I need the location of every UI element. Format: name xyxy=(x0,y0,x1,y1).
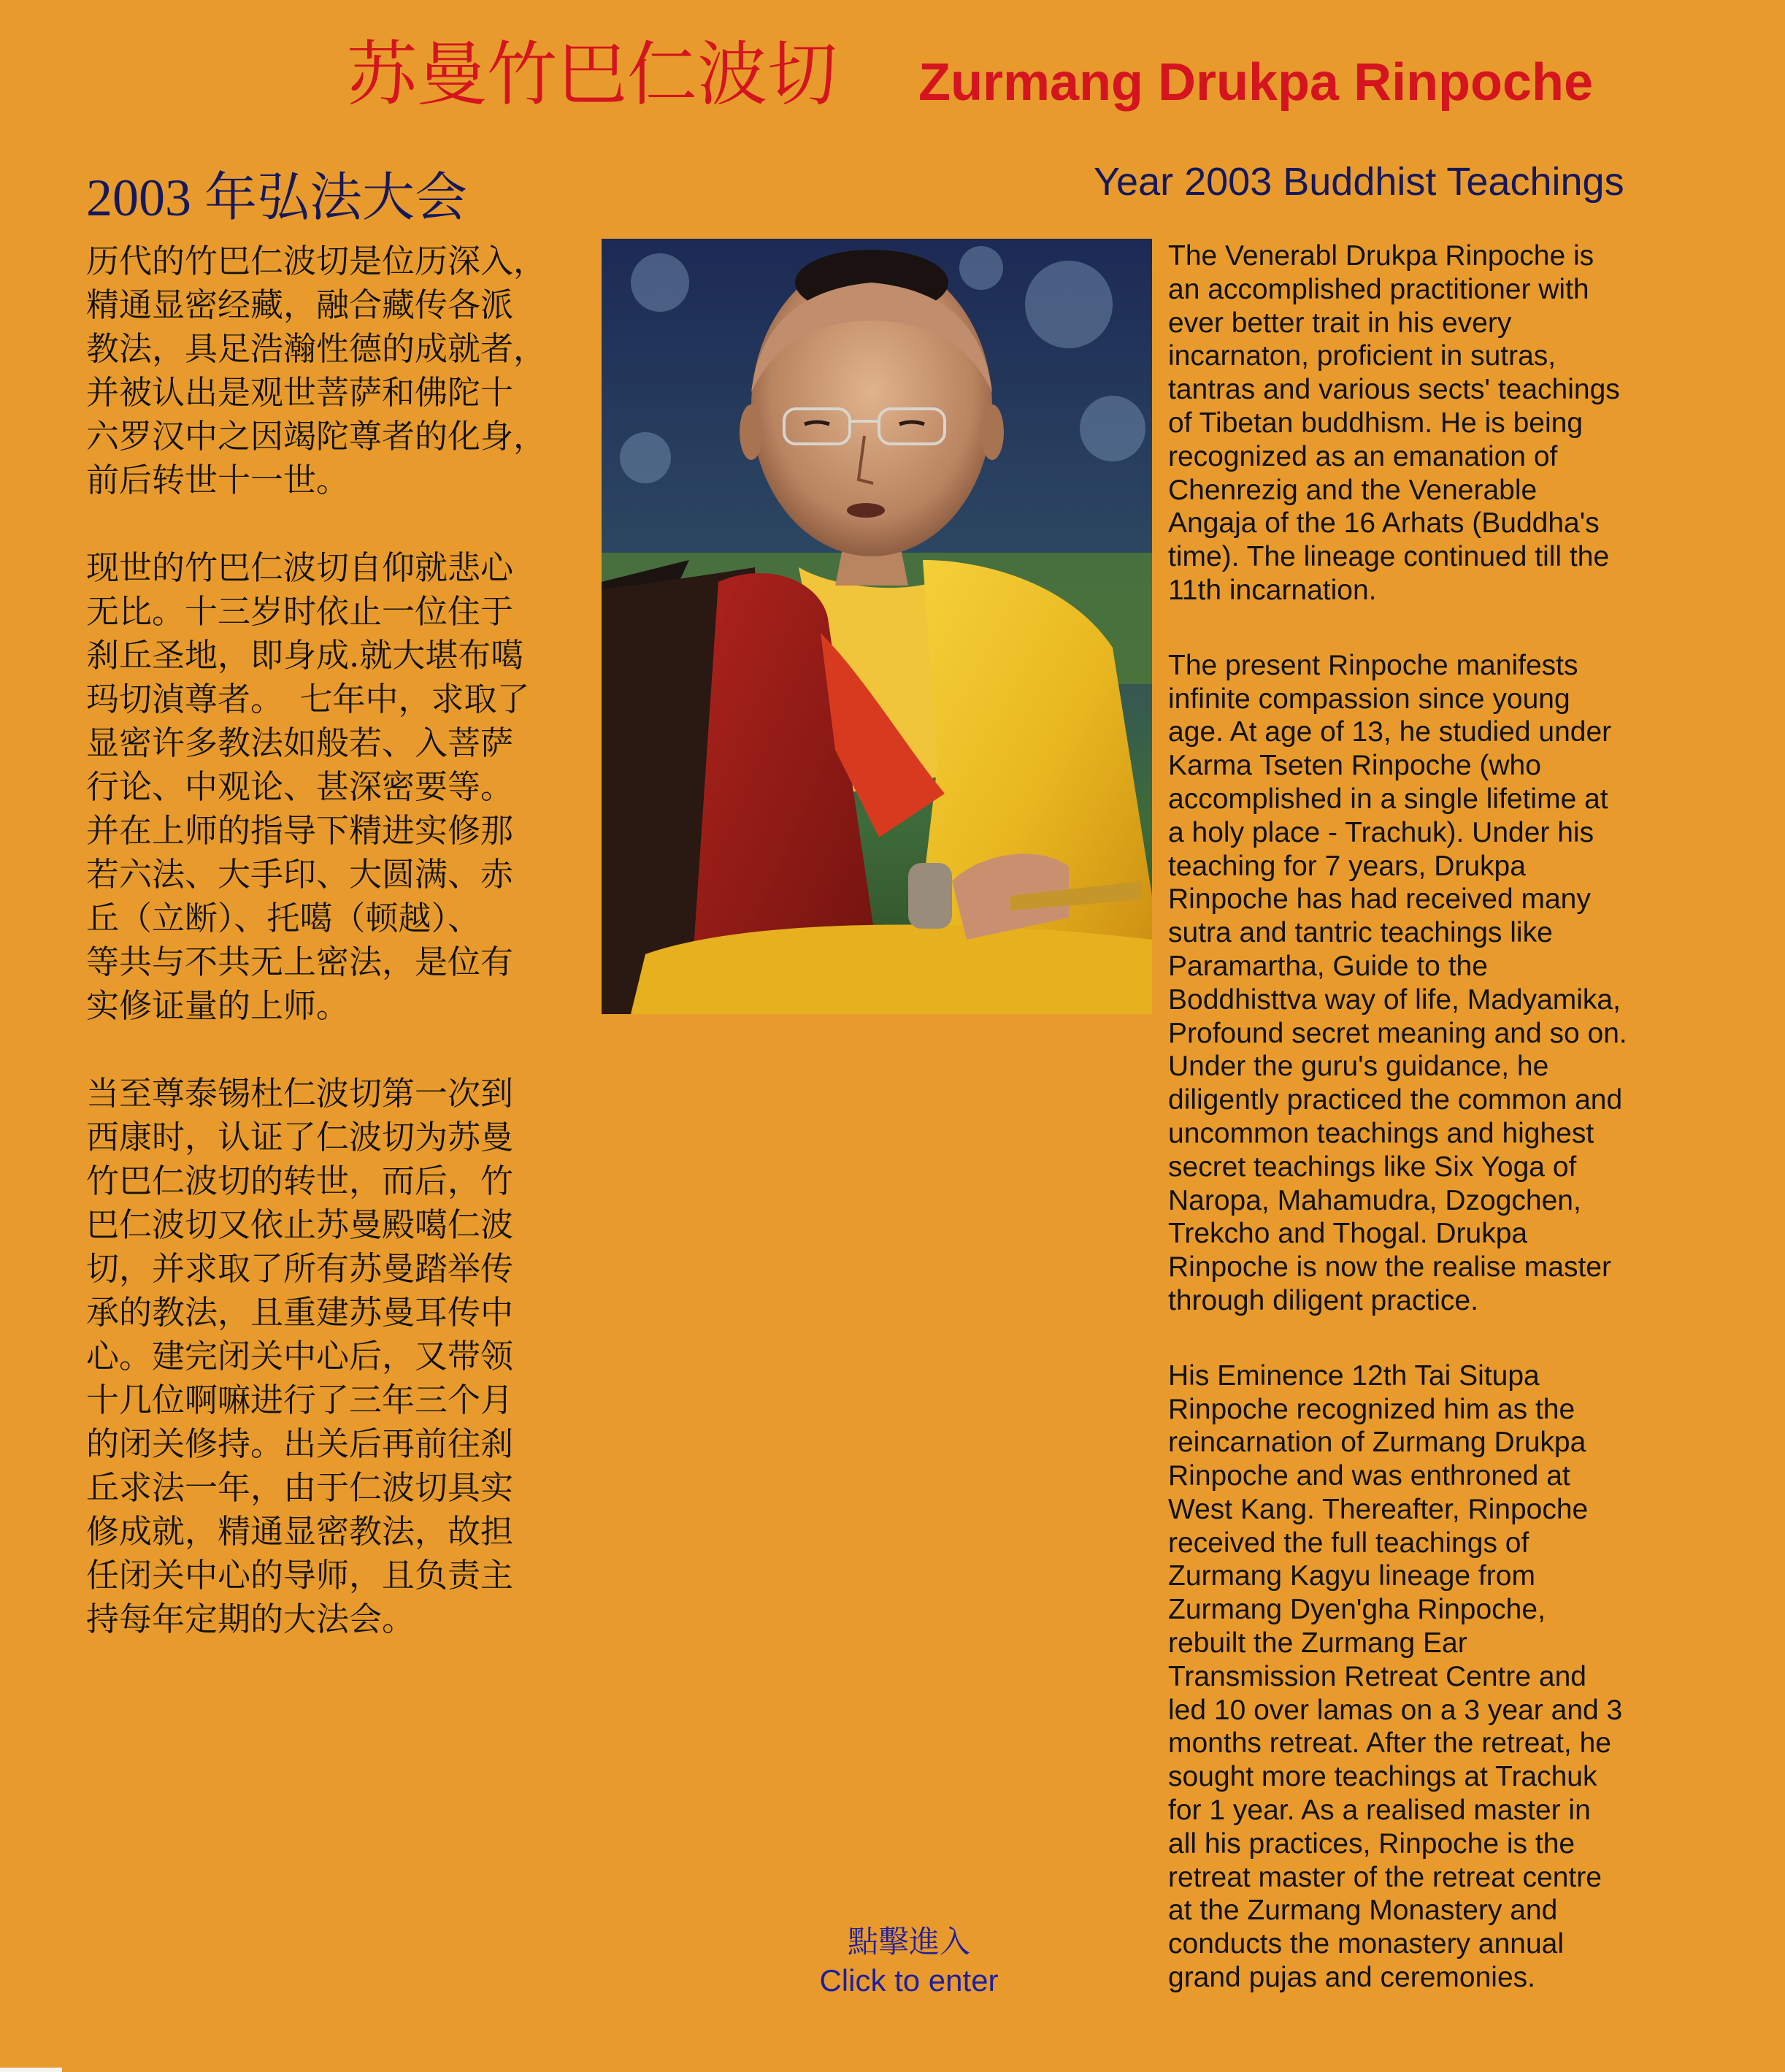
chinese-paragraph-3: 当至尊泰锡杜仁波切第一次到 西康时，认证了仁波切为苏曼 竹巴仁波切的转世，而后，竹 巴仁波切又依止苏曼殿噶仁波 切，并求取了所有苏曼踏举传 承的教法，且重建苏曼耳传中 心。建完闭关中心后，又带领 十几位啊嘛进行了三年三个月 的闭关修持。出关后再前往刹 丘求法一年，由于仁波切具实 修成就，精通显密教法，故担 任闭关中心的导师，且负责主 持每年定期的大法会。 xyxy=(86,1074,514,1638)
english-text-column xyxy=(1168,239,1679,2036)
english-paragraph-1: The Venerabl Drukpa Rinpoche is an accomplished practitioner with ever better trait in his every incarnaton, proficient in sutras, tantras and various sects' teachings of Tibetan buddhism. He is being recognized as an emanation of Chenrezig and the Venerable Angaja of the 16 Arhats (Buddha's time). The lineage continued till the 11th incarnation. xyxy=(1168,240,1620,606)
chinese-paragraph-2: 现世的竹巴仁波切自仰就悲心 无比。十三岁时依止一位住于 刹丘圣地，即身成.就大堪布噶 玛切湞尊者。 七年中，求取了 显密许多教法如般若、入菩萨 行论、中观论、甚深密要等。 并在上师的指导下精进实修那 若六法、大手印、大圆满、赤 丘（立断）、托噶（顿越）、 等共与不共无上密法，是位有 实修证量的上师。 xyxy=(86,548,530,1025)
enter-link-label-english[interactable]: Click to enter xyxy=(819,1963,999,1998)
page-title-chinese: 苏曼竹巴仁波切 xyxy=(347,34,837,115)
chinese-paragraph-1: 历代的竹巴仁波切是位历深入， 精通显密经藏，融合藏传各派 教法，具足浩瀚性德的成就者， 并被认出是观世菩萨和佛陀十 六罗汉中之因竭陀尊者的化身， 前后转世十一世。 xyxy=(86,242,547,499)
english-paragraph-2: The present Rinpoche manifests infinite compassion since young age. At age of 13, he studied under Karma Tseten Rinpoche (who accomplished in a single lifetime at a holy place - Trachuk). Under his teaching for 7 years, Drukpa Rinpoche has had received many sutra and tantric teachings like Paramartha, Guide to the Boddhisttva way of life, Madyamika, Profound secret meaning and so on. Under the guru's guidance, he diligently practiced the common and uncommon teachings and highest secret teachings like Six Yoga of Naropa, Mahamudra, Dzogchen, Trekcho and Thogal. Drukpa Rinpoche is now the realise master through diligent practice. xyxy=(1168,649,1627,1316)
enter-link-label-chinese[interactable]: 點擊進入 xyxy=(847,1924,970,1960)
section-title-english: Year 2003 Buddhist Teachings xyxy=(1094,160,1624,204)
section-title-chinese: 2003 年弘法大会 xyxy=(86,169,468,227)
english-paragraph-3: His Eminence 12th Tai Situpa Rinpoche recognized him as the reincarnation of Zurmang Drukpa Rinpoche and was enthroned at West Kang. Thereafter, Rinpoche received the full teachings of Zurmang Kagyu lineage from Zurmang Dyen'gha Rinpoche, rebuilt the Zurmang Ear Transmission Retreat Centre and led 10 over lamas on a 3 year and 3 months retreat. After the retreat, he sought more teachings at Trachuk for 1 year. As a realised master in all his practices, Rinpoche is the retreat master of the retreat centre at the Zurmang Monastery and conducts the monastery annual grand pujas and ceremonies. xyxy=(1168,1359,1623,1994)
click-to-enter-link[interactable] xyxy=(774,1922,1044,1999)
bottom-left-divider xyxy=(0,2068,62,2072)
page-title-english: Zurmang Drukpa Rinpoche xyxy=(918,53,1594,112)
chinese-text-column xyxy=(86,239,590,1685)
rinpoche-portrait-photo xyxy=(602,239,1152,1014)
